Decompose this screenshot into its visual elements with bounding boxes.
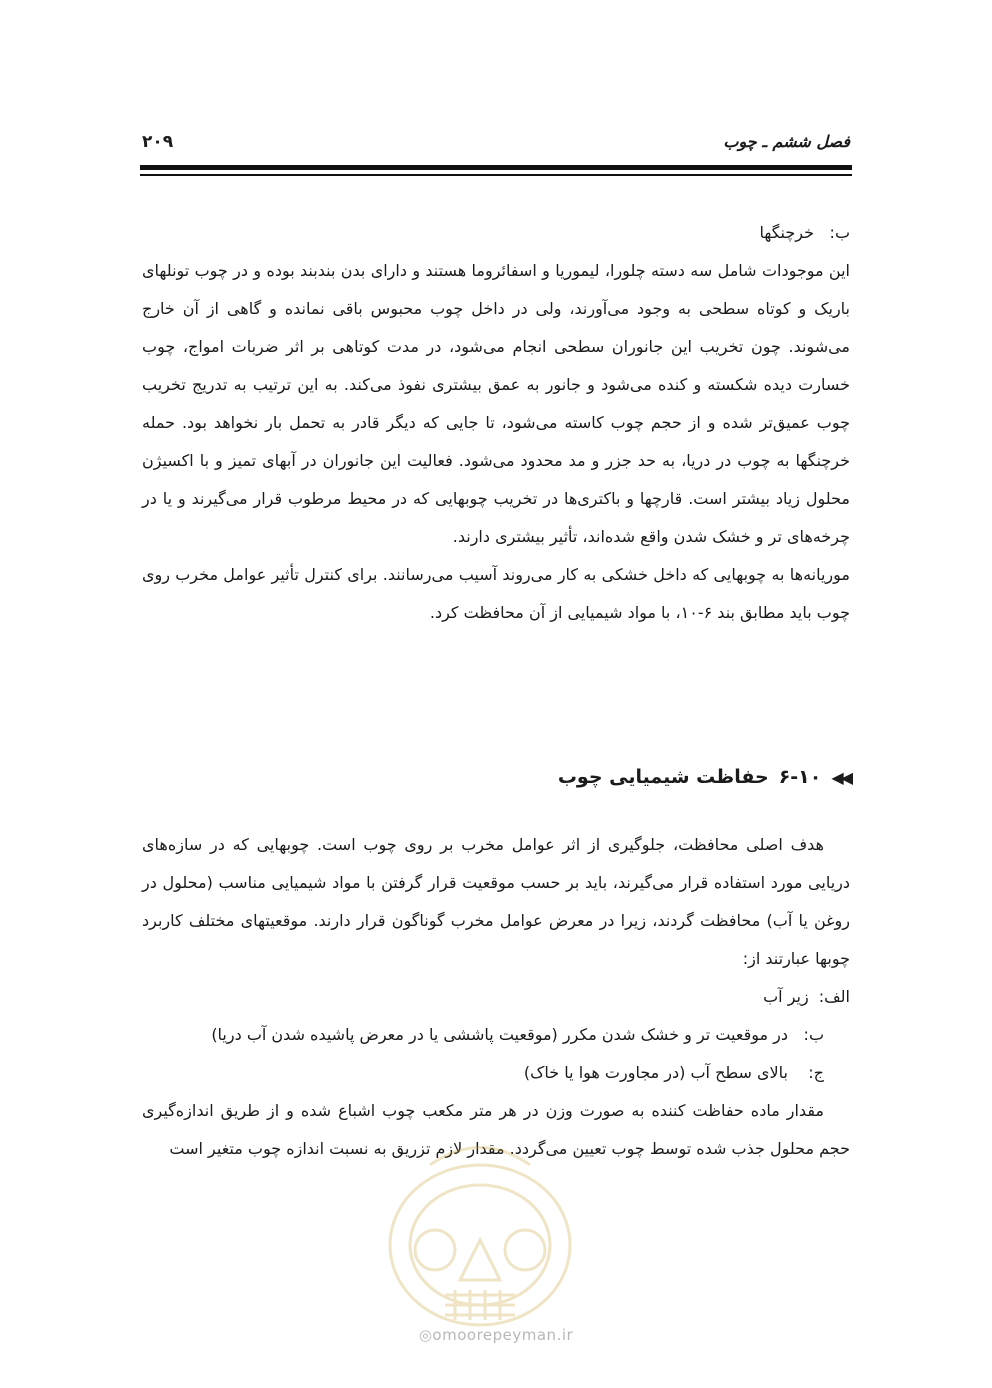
section-title: حفاظت شیمیایی چوب [557,766,769,788]
page-number: ۲۰۹ [142,132,174,152]
header-rule-thick [140,165,852,170]
intro-paragraph: هدف اصلی محافظت، جلوگیری از اثر عوامل مخرب بر روی چوب است. چوبهایی که در سازه‌های دریایی مورد استفاده قرار می‌گیرند، باید بر حسب موقعیت قرار گرفتن با مواد شیمیایی مناسب (محلول در روغن یا آب) محافظت گردند، زیرا در معرض عوامل مخرب گوناگون قرار دارند. موقعیتهای مختلف کاربرد چوبها عبارتند از: [142,835,850,968]
list-item [142,1054,850,1092]
item-text: زیر آب [763,987,809,1006]
item-text: خرچنگها [759,223,814,242]
running-header [142,128,850,162]
section-b-title [142,214,850,252]
section-heading [558,766,850,788]
last-paragraph: مقدار ماده حفاظت کننده به صورت وزن در هر متر مکعب چوب اشباع شده و از طریق اندازه‌گیری حجم محلول جذب شده توسط چوب تعیین می‌گردد. مقدار لازم تزریق به نسبت اندازه چوب متغیر است [142,1101,850,1158]
list-item [142,1016,850,1054]
double-arrow-icon: ◀◀ [831,767,850,787]
item-label: الف: [818,987,850,1006]
header-rule-thin [140,174,852,176]
list-item [142,978,850,1016]
crabs-paragraph: این موجودات شامل سه دسته چلورا، لیموریا و اسفائروما هستند و دارای بدن بندبند بوده و در چوب تونلهای باریک و کوتاه سطحی به وجود می‌آورند، ولی در داخل چوب محبوس باقی نمانده و گاهی از آن خارج می‌شوند. چون تخریب این جانوران سطحی انجام می‌شود، در مدت کوتاهی بر اثر ضربات امواج، چوب خسارت دیده شکسته و کنده می‌شود و جانور به عمق بیشتری نفوذ می‌کند. به این ترتیب به تدریج تخریب چوب عمیق‌تر شده و از حجم چوب کاسته می‌شود، تا جایی که دیگر قادر به تحمل بار نخواهد بود. حمله خرچنگها به چوب در دریا، به حد جزر و مد محدود می‌شود. فعالیت این جانوران در آبهای تمیز و با اکسیژن محلول زیاد بیشتر است. قارچها و باکتری‌ها در تخریب چوبهایی که در محیط مرطوب قرار می‌گیرند و یا در چرخه‌های تر و خشک شدن واقع شده‌اند، تأثیر بیشتری دارند. [142,261,850,546]
chapter-title: فصل ششم ـ چوب [723,132,850,151]
section-number: ۶-۱۰ [778,766,822,788]
watermark-url-text: omoorepeyman.ir [432,1326,574,1344]
watermark-url [0,1326,992,1344]
termites-paragraph: موریانه‌ها به چوبهایی که داخل خشکی به کار می‌روند آسیب می‌رسانند. برای کنترل تأثیر عوامل مخرب روی چوب باید مطابق بند ۶-۱۰، با مواد شیمیایی از آن محافظت کرد. [142,565,850,622]
item-label: ج: [808,1063,824,1082]
item-text: در موقعیت تر و خشک شدن مکرر (موقعیت پاششی یا در معرض پاشیده شدن آب دریا) [211,1025,788,1044]
section-body [142,826,850,1168]
globe-icon: ◎ [418,1326,433,1344]
section-b-block [142,214,850,632]
item-label: ب: [829,223,850,242]
watermark-logo-icon [370,1130,590,1340]
item-label: ب: [803,1025,824,1044]
item-text: بالای سطح آب (در مجاورت هوا یا خاک) [523,1063,788,1082]
